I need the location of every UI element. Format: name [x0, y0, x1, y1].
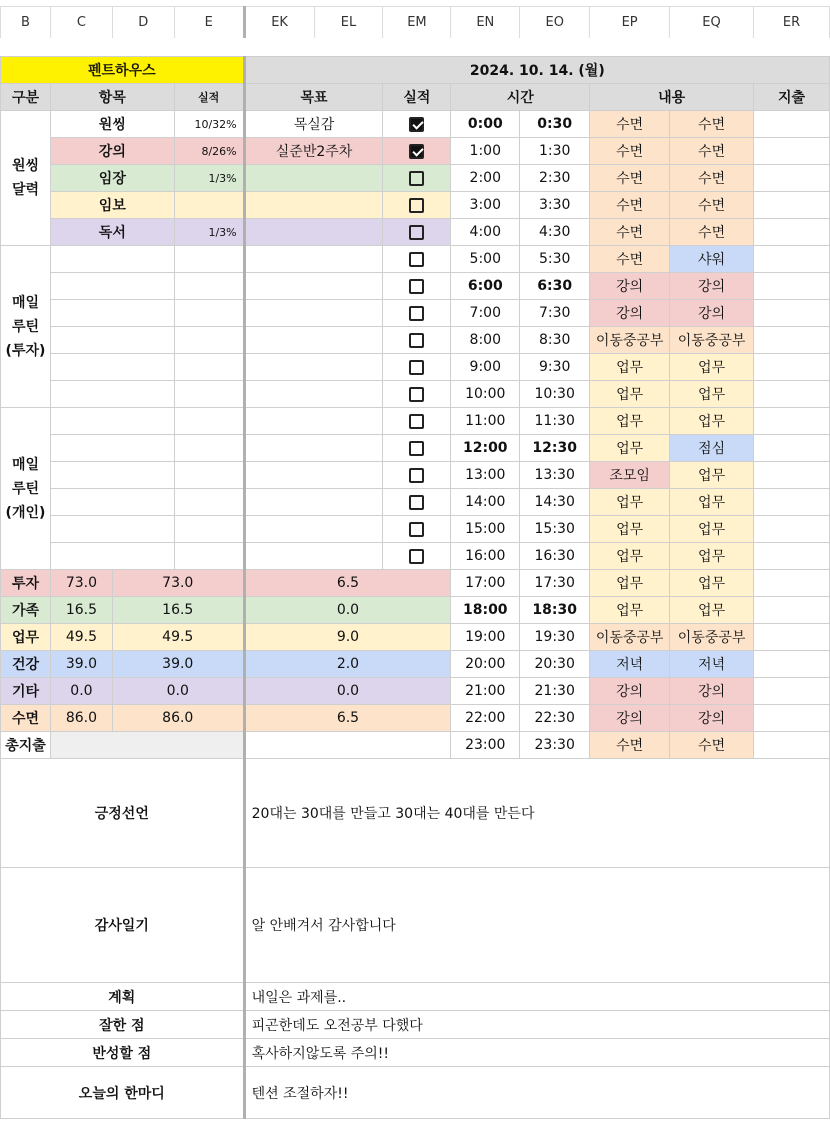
time-end[interactable]: 15:30	[520, 516, 590, 543]
summary-value-d[interactable]: 73.0	[50, 570, 112, 597]
result-checkbox-cell[interactable]	[383, 165, 451, 192]
time-start[interactable]: 8:00	[451, 327, 520, 354]
checkbox-checked[interactable]	[409, 117, 424, 132]
result-checkbox-cell[interactable]	[383, 543, 451, 570]
activity-cell[interactable]: 업무	[670, 543, 754, 570]
activity-cell[interactable]: 강의	[590, 678, 670, 705]
checkbox-unchecked[interactable]	[409, 549, 424, 564]
category-oneseing: 원씽 달력	[1, 111, 51, 246]
expense-cell[interactable]	[754, 273, 830, 300]
gratitude-label: 감사일기	[1, 868, 245, 983]
activity-cell[interactable]: 점심	[670, 435, 754, 462]
activity-cell[interactable]: 업무	[590, 597, 670, 624]
oneseing-item-name[interactable]: 임장	[50, 165, 174, 192]
summary-value-e[interactable]: 49.5	[112, 624, 244, 651]
time-end[interactable]: 0:30	[520, 111, 590, 138]
time-end[interactable]: 17:30	[520, 570, 590, 597]
result-checkbox-cell[interactable]	[383, 435, 451, 462]
today-word-label: 오늘의 한마디	[1, 1067, 245, 1119]
activity-cell[interactable]: 강의	[670, 300, 754, 327]
frozen-gap	[0, 38, 830, 56]
routine-item[interactable]	[50, 300, 174, 327]
activity-cell[interactable]: 수면	[590, 732, 670, 759]
checkbox-unchecked[interactable]	[409, 225, 424, 240]
time-start[interactable]: 1:00	[451, 138, 520, 165]
time-end[interactable]: 3:30	[520, 192, 590, 219]
activity-cell[interactable]: 업무	[670, 489, 754, 516]
activity-cell[interactable]: 수면	[670, 219, 754, 246]
routine-pct[interactable]	[174, 516, 244, 543]
time-start[interactable]: 7:00	[451, 300, 520, 327]
activity-cell[interactable]: 강의	[670, 705, 754, 732]
col-letter-EM[interactable]: EM	[383, 7, 451, 39]
time-end[interactable]: 8:30	[520, 327, 590, 354]
goal-cell[interactable]	[244, 354, 383, 381]
oneseing-item-name[interactable]: 강의	[50, 138, 174, 165]
activity-cell[interactable]: 수면	[590, 165, 670, 192]
time-end[interactable]: 13:30	[520, 462, 590, 489]
routine-pct[interactable]	[174, 543, 244, 570]
activity-cell[interactable]: 이동중공부	[670, 327, 754, 354]
reflect-point-text[interactable]: 혹사하지않도록 주의!!	[244, 1039, 829, 1067]
goal-cell[interactable]	[244, 192, 383, 219]
expense-cell[interactable]	[754, 705, 830, 732]
activity-cell[interactable]: 업무	[670, 381, 754, 408]
header-goal[interactable]: 목표	[244, 84, 383, 111]
expense-cell[interactable]	[754, 543, 830, 570]
activity-cell[interactable]: 업무	[590, 570, 670, 597]
routine-pct[interactable]	[174, 489, 244, 516]
time-end[interactable]: 14:30	[520, 489, 590, 516]
expense-cell[interactable]	[754, 435, 830, 462]
routine-pct[interactable]	[174, 300, 244, 327]
affirmation-label: 긍정선언	[1, 759, 245, 868]
expense-cell[interactable]	[754, 327, 830, 354]
expense-cell[interactable]	[754, 651, 830, 678]
goal-cell[interactable]	[244, 219, 383, 246]
expense-cell[interactable]	[754, 408, 830, 435]
goal-cell[interactable]	[244, 516, 383, 543]
col-letter-C[interactable]: C	[50, 7, 112, 39]
goal-cell[interactable]	[244, 435, 383, 462]
time-start[interactable]: 16:00	[451, 543, 520, 570]
date-title[interactable]: 2024. 10. 14. (월)	[244, 57, 829, 84]
expense-cell[interactable]	[754, 381, 830, 408]
summary-value-e[interactable]: 0.0	[112, 678, 244, 705]
routine-item[interactable]	[50, 381, 174, 408]
reflect-point-label: 반성할 점	[1, 1039, 245, 1067]
result-checkbox-cell[interactable]	[383, 246, 451, 273]
result-checkbox-cell[interactable]	[383, 354, 451, 381]
activity-cell[interactable]: 강의	[590, 300, 670, 327]
header-expense[interactable]: 지출	[754, 84, 830, 111]
time-end[interactable]: 21:30	[520, 678, 590, 705]
oneseing-item-name[interactable]: 임보	[50, 192, 174, 219]
expense-cell[interactable]	[754, 516, 830, 543]
activity-cell[interactable]: 수면	[590, 246, 670, 273]
activity-cell[interactable]: 이동중공부	[670, 624, 754, 651]
checkbox-unchecked[interactable]	[409, 252, 424, 267]
routine-pct[interactable]	[174, 462, 244, 489]
header-gubun[interactable]: 구분	[1, 84, 51, 111]
time-end[interactable]: 9:30	[520, 354, 590, 381]
activity-cell[interactable]: 업무	[590, 543, 670, 570]
expense-cell[interactable]	[754, 138, 830, 165]
time-end[interactable]: 5:30	[520, 246, 590, 273]
activity-cell[interactable]: 업무	[590, 435, 670, 462]
goal-cell[interactable]	[244, 543, 383, 570]
routine-pct[interactable]	[174, 246, 244, 273]
header-time[interactable]: 시간	[451, 84, 590, 111]
col-letter-E[interactable]: E	[174, 7, 244, 39]
expense-cell[interactable]	[754, 732, 830, 759]
total-expense-empty[interactable]	[244, 732, 451, 759]
result-checkbox-cell[interactable]	[383, 219, 451, 246]
checkbox-unchecked[interactable]	[409, 414, 424, 429]
summary-label: 투자	[1, 570, 51, 597]
expense-cell[interactable]	[754, 354, 830, 381]
time-end[interactable]: 6:30	[520, 273, 590, 300]
time-end[interactable]: 18:30	[520, 597, 590, 624]
summary-label: 기타	[1, 678, 51, 705]
summary-goal[interactable]: 6.5	[244, 570, 451, 597]
time-end[interactable]: 16:30	[520, 543, 590, 570]
result-checkbox-cell[interactable]	[383, 327, 451, 354]
expense-cell[interactable]	[754, 300, 830, 327]
checkbox-unchecked[interactable]	[409, 279, 424, 294]
activity-cell[interactable]: 업무	[590, 408, 670, 435]
expense-cell[interactable]	[754, 570, 830, 597]
header-content[interactable]: 내용	[590, 84, 754, 111]
activity-cell[interactable]: 저녁	[590, 651, 670, 678]
oneseing-item-pct[interactable]: 10/32%	[174, 111, 244, 138]
routine-item[interactable]	[50, 543, 174, 570]
time-start[interactable]: 18:00	[451, 597, 520, 624]
time-start[interactable]: 23:00	[451, 732, 520, 759]
result-checkbox-cell[interactable]	[383, 300, 451, 327]
routine-pct[interactable]	[174, 408, 244, 435]
oneseing-item-name[interactable]: 원씽	[50, 111, 174, 138]
result-checkbox-cell[interactable]	[383, 381, 451, 408]
time-start[interactable]: 2:00	[451, 165, 520, 192]
time-end[interactable]: 10:30	[520, 381, 590, 408]
activity-cell[interactable]: 샤워	[670, 246, 754, 273]
plan-label: 계획	[1, 983, 245, 1011]
time-end[interactable]: 12:30	[520, 435, 590, 462]
activity-cell[interactable]: 수면	[590, 219, 670, 246]
time-start[interactable]: 11:00	[451, 408, 520, 435]
time-end[interactable]: 20:30	[520, 651, 590, 678]
activity-cell[interactable]: 이동중공부	[590, 327, 670, 354]
expense-cell[interactable]	[754, 192, 830, 219]
summary-goal[interactable]: 9.0	[244, 624, 451, 651]
expense-cell[interactable]	[754, 678, 830, 705]
total-expense-value[interactable]	[50, 732, 244, 759]
result-checkbox-cell[interactable]	[383, 516, 451, 543]
sheet-title[interactable]: 펜트하우스	[1, 57, 245, 84]
time-start[interactable]: 5:00	[451, 246, 520, 273]
routine-item[interactable]	[50, 246, 174, 273]
routine-item[interactable]	[50, 516, 174, 543]
routine-pct[interactable]	[174, 327, 244, 354]
summary-goal[interactable]: 0.0	[244, 597, 451, 624]
time-start[interactable]: 22:00	[451, 705, 520, 732]
summary-value-e[interactable]: 16.5	[112, 597, 244, 624]
result-checkbox-cell[interactable]	[383, 138, 451, 165]
oneseing-item-name[interactable]: 독서	[50, 219, 174, 246]
expense-cell[interactable]	[754, 624, 830, 651]
activity-cell[interactable]: 업무	[670, 570, 754, 597]
time-start[interactable]: 6:00	[451, 273, 520, 300]
col-letter-EP[interactable]: EP	[590, 7, 670, 39]
activity-cell[interactable]: 업무	[590, 489, 670, 516]
time-start[interactable]: 0:00	[451, 111, 520, 138]
col-letter-EK[interactable]: EK	[244, 7, 314, 39]
total-expense-label: 총지출	[1, 732, 51, 759]
expense-cell[interactable]	[754, 489, 830, 516]
activity-cell[interactable]: 조모임	[590, 462, 670, 489]
expense-cell[interactable]	[754, 597, 830, 624]
activity-cell[interactable]: 이동중공부	[590, 624, 670, 651]
activity-cell[interactable]: 수면	[670, 165, 754, 192]
activity-cell[interactable]: 업무	[670, 462, 754, 489]
today-word-text[interactable]: 텐션 조절하자!!	[244, 1067, 829, 1119]
time-start[interactable]: 3:00	[451, 192, 520, 219]
col-letter-EQ[interactable]: EQ	[670, 7, 754, 39]
time-end[interactable]: 7:30	[520, 300, 590, 327]
affirmation-text[interactable]: 20대는 30대를 만들고 30대는 40대를 만든다	[244, 759, 829, 868]
expense-cell[interactable]	[754, 111, 830, 138]
routine-item[interactable]	[50, 462, 174, 489]
time-end[interactable]: 23:30	[520, 732, 590, 759]
gratitude-text[interactable]: 알 안배겨서 감사합니다	[244, 868, 829, 983]
checkbox-unchecked[interactable]	[409, 333, 424, 348]
goal-cell[interactable]: 목실감	[244, 111, 383, 138]
header-result[interactable]: 실적	[383, 84, 451, 111]
summary-value-d[interactable]: 16.5	[50, 597, 112, 624]
oneseing-item-pct[interactable]	[174, 192, 244, 219]
routine-item[interactable]	[50, 327, 174, 354]
time-end[interactable]: 1:30	[520, 138, 590, 165]
col-letter-EO[interactable]: EO	[520, 7, 590, 39]
activity-cell[interactable]: 업무	[590, 381, 670, 408]
summary-label: 업무	[1, 624, 51, 651]
category-routine-invest: 매일 루틴 (투자)	[1, 246, 51, 408]
summary-goal[interactable]: 6.5	[244, 705, 451, 732]
activity-cell[interactable]: 업무	[590, 354, 670, 381]
expense-cell[interactable]	[754, 462, 830, 489]
summary-value-d[interactable]: 0.0	[50, 678, 112, 705]
goal-cell[interactable]	[244, 489, 383, 516]
routine-item[interactable]	[50, 435, 174, 462]
category-routine-personal: 매일 루틴 (개인)	[1, 408, 51, 570]
time-start[interactable]: 12:00	[451, 435, 520, 462]
checkbox-unchecked[interactable]	[409, 441, 424, 456]
routine-item[interactable]	[50, 354, 174, 381]
expense-cell[interactable]	[754, 246, 830, 273]
time-start[interactable]: 19:00	[451, 624, 520, 651]
summary-value-d[interactable]: 39.0	[50, 651, 112, 678]
time-start[interactable]: 9:00	[451, 354, 520, 381]
result-checkbox-cell[interactable]	[383, 489, 451, 516]
summary-value-e[interactable]: 73.0	[112, 570, 244, 597]
result-checkbox-cell[interactable]	[383, 192, 451, 219]
activity-cell[interactable]: 업무	[670, 408, 754, 435]
time-end[interactable]: 4:30	[520, 219, 590, 246]
goal-cell[interactable]	[244, 165, 383, 192]
col-letter-EN[interactable]: EN	[451, 7, 520, 39]
goal-cell[interactable]	[244, 462, 383, 489]
activity-cell[interactable]: 수면	[670, 111, 754, 138]
header-result-small[interactable]: 실적	[174, 84, 244, 111]
time-start[interactable]: 14:00	[451, 489, 520, 516]
activity-cell[interactable]: 수면	[590, 138, 670, 165]
summary-label: 가족	[1, 597, 51, 624]
summary-value-d[interactable]: 49.5	[50, 624, 112, 651]
expense-cell[interactable]	[754, 165, 830, 192]
activity-cell[interactable]: 강의	[670, 273, 754, 300]
checkbox-unchecked[interactable]	[409, 198, 424, 213]
routine-item[interactable]	[50, 273, 174, 300]
summary-goal[interactable]: 2.0	[244, 651, 451, 678]
result-checkbox-cell[interactable]	[383, 462, 451, 489]
time-start[interactable]: 17:00	[451, 570, 520, 597]
goal-cell[interactable]	[244, 381, 383, 408]
col-letter-ER[interactable]: ER	[753, 7, 829, 39]
checkbox-unchecked[interactable]	[409, 522, 424, 537]
expense-cell[interactable]	[754, 219, 830, 246]
time-end[interactable]: 11:30	[520, 408, 590, 435]
activity-cell[interactable]: 수면	[670, 192, 754, 219]
routine-item[interactable]	[50, 489, 174, 516]
time-start[interactable]: 21:00	[451, 678, 520, 705]
goal-cell[interactable]	[244, 408, 383, 435]
column-header-row	[0, 6, 830, 39]
routine-pct[interactable]	[174, 273, 244, 300]
time-start[interactable]: 10:00	[451, 381, 520, 408]
checkbox-checked[interactable]	[409, 144, 424, 159]
activity-cell[interactable]: 수면	[590, 111, 670, 138]
planner-grid	[0, 56, 830, 1119]
routine-pct[interactable]	[174, 381, 244, 408]
activity-cell[interactable]: 강의	[590, 705, 670, 732]
checkbox-unchecked[interactable]	[409, 306, 424, 321]
checkbox-unchecked[interactable]	[409, 171, 424, 186]
goal-cell[interactable]	[244, 300, 383, 327]
activity-cell[interactable]: 업무	[590, 516, 670, 543]
activity-cell[interactable]: 수면	[590, 192, 670, 219]
time-start[interactable]: 15:00	[451, 516, 520, 543]
oneseing-item-pct[interactable]: 1/3%	[174, 165, 244, 192]
activity-cell[interactable]: 업무	[670, 354, 754, 381]
activity-cell[interactable]: 강의	[590, 273, 670, 300]
checkbox-unchecked[interactable]	[409, 468, 424, 483]
good-point-label: 잘한 점	[1, 1011, 245, 1039]
good-point-text[interactable]: 피곤한데도 오전공부 다했다	[244, 1011, 829, 1039]
summary-value-d[interactable]: 86.0	[50, 705, 112, 732]
routine-pct[interactable]	[174, 435, 244, 462]
summary-value-e[interactable]: 86.0	[112, 705, 244, 732]
routine-item[interactable]	[50, 408, 174, 435]
col-letter-D[interactable]: D	[112, 7, 174, 39]
checkbox-unchecked[interactable]	[409, 360, 424, 375]
oneseing-item-pct[interactable]: 1/3%	[174, 219, 244, 246]
result-checkbox-cell[interactable]	[383, 408, 451, 435]
header-item[interactable]: 항목	[50, 84, 174, 111]
goal-cell[interactable]: 실준반2주차	[244, 138, 383, 165]
goal-cell[interactable]	[244, 273, 383, 300]
activity-cell[interactable]: 업무	[670, 516, 754, 543]
summary-value-e[interactable]: 39.0	[112, 651, 244, 678]
time-end[interactable]: 2:30	[520, 165, 590, 192]
summary-label: 수면	[1, 705, 51, 732]
checkbox-unchecked[interactable]	[409, 387, 424, 402]
routine-pct[interactable]	[174, 354, 244, 381]
activity-cell[interactable]: 강의	[670, 678, 754, 705]
time-start[interactable]: 20:00	[451, 651, 520, 678]
time-start[interactable]: 4:00	[451, 219, 520, 246]
summary-label: 건강	[1, 651, 51, 678]
checkbox-unchecked[interactable]	[409, 495, 424, 510]
activity-cell[interactable]: 수면	[670, 732, 754, 759]
col-letter-B[interactable]: B	[1, 7, 51, 39]
time-end[interactable]: 19:30	[520, 624, 590, 651]
plan-text[interactable]: 내일은 과제를..	[244, 983, 829, 1011]
oneseing-item-pct[interactable]: 8/26%	[174, 138, 244, 165]
result-checkbox-cell[interactable]	[383, 111, 451, 138]
goal-cell[interactable]	[244, 246, 383, 273]
time-start[interactable]: 13:00	[451, 462, 520, 489]
activity-cell[interactable]: 업무	[670, 597, 754, 624]
time-end[interactable]: 22:30	[520, 705, 590, 732]
goal-cell[interactable]	[244, 327, 383, 354]
summary-goal[interactable]: 0.0	[244, 678, 451, 705]
activity-cell[interactable]: 수면	[670, 138, 754, 165]
col-letter-EL[interactable]: EL	[314, 7, 383, 39]
activity-cell[interactable]: 저녁	[670, 651, 754, 678]
result-checkbox-cell[interactable]	[383, 273, 451, 300]
